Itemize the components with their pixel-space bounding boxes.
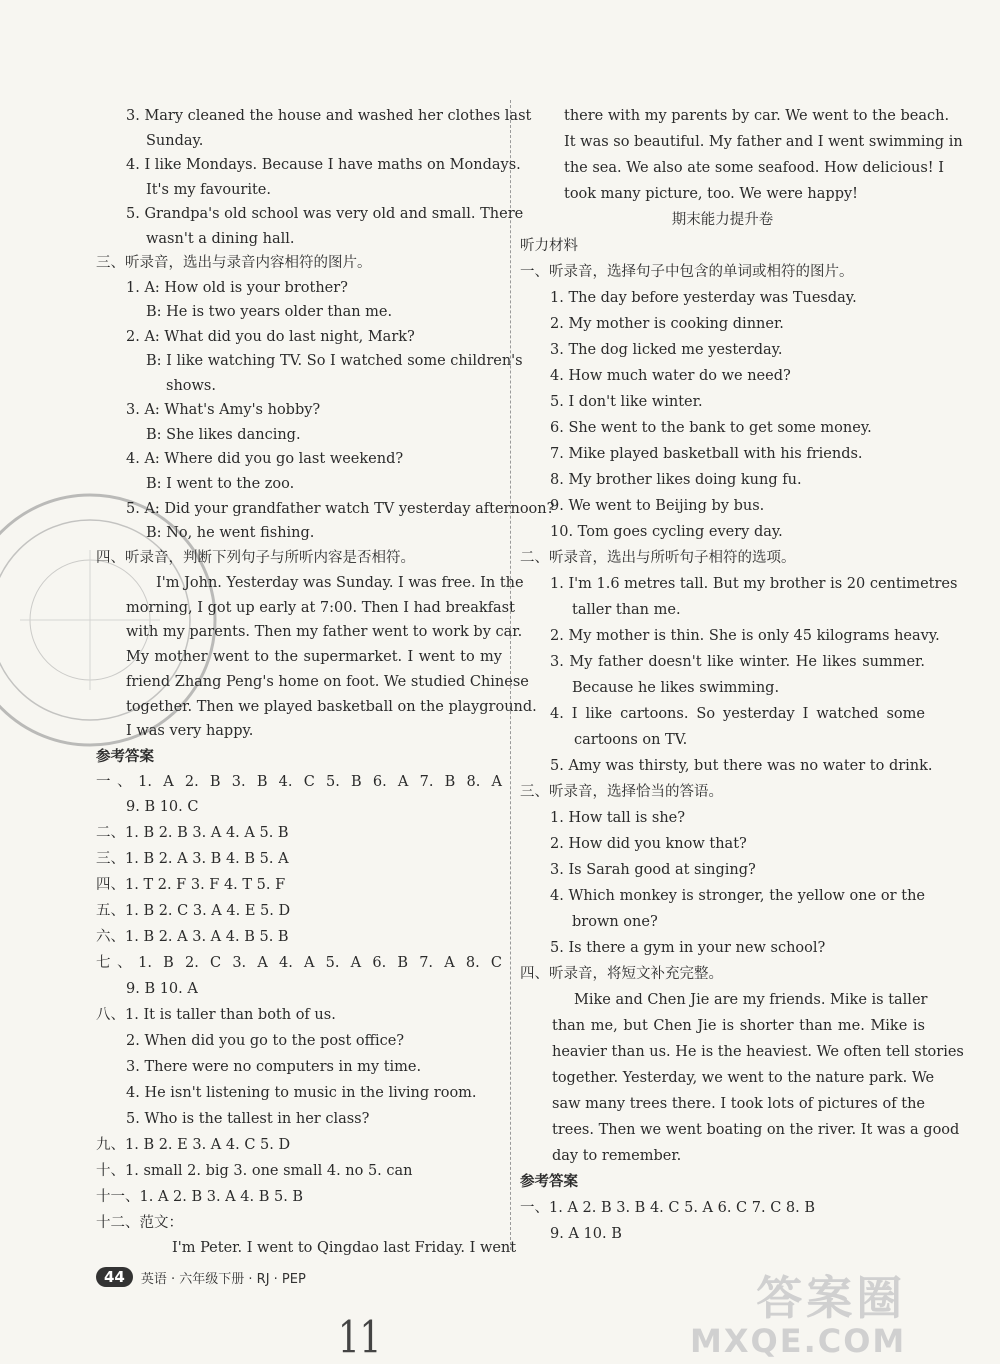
left-text-line: 4. I like Mondays. Because I have maths on Mondays.	[126, 157, 521, 173]
left-text-line: 十、1. small 2. big 3. one small 4. no 5. can	[96, 1163, 413, 1179]
left-text-line: B: He is two years older than me.	[146, 304, 393, 320]
left-text-line: 4. A: Where did you go last weekend?	[126, 451, 404, 467]
left-text-line: together. Then we played basketball on the playground.	[126, 699, 537, 715]
left-text-line: 二、1. B 2. B 3. A 4. A 5. B	[96, 825, 289, 841]
left-text-line: shows.	[166, 378, 216, 394]
left-text-line: B: I like watching TV. So I watched some children's	[146, 353, 523, 369]
right-text-line: 4. How much water do we need?	[550, 368, 791, 384]
left-text-line: 4. He isn't listening to music in the living room.	[126, 1085, 477, 1101]
left-text-line: 三、听录音，选出与录音内容相符的图片。	[96, 255, 372, 271]
right-text-line: 9. A 10. B	[550, 1226, 622, 1242]
left-text-line: 5. Grandpa's old school was very old and small. There	[126, 206, 524, 222]
right-text-line: saw many trees there. I took lots of pictures of the	[552, 1096, 925, 1112]
right-text-line: 1. How tall is she?	[550, 810, 686, 826]
right-text-line: 9. We went to Beijing by bus.	[550, 498, 765, 514]
right-text-line: taller than me.	[572, 602, 681, 618]
right-text-line: Because he likes swimming.	[572, 680, 780, 696]
right-text-line: 2. How did you know that?	[550, 836, 747, 852]
left-text-line: 十二、范文：	[96, 1215, 183, 1231]
left-text-line: 9. B 10. C	[126, 799, 199, 815]
left-text-line: 2. When did you go to the post office?	[126, 1033, 405, 1049]
right-text-line: 一、1. A 2. B 3. B 4. C 5. A 6. C 7. C 8. B	[520, 1200, 816, 1216]
right-text-line: 5. Amy was thirsty, but there was no water to drink.	[550, 758, 933, 774]
right-text-line: 四、听录音，将短文补充完整。	[520, 966, 723, 982]
left-text-line: 5. A: Did your grandfather watch TV yesterday afternoon?	[126, 501, 555, 517]
watermark-line1: 答案圈	[756, 1271, 907, 1325]
watermark-line2: MXQE.COM	[690, 1322, 907, 1360]
right-text-line: 6. She went to the bank to get some money.	[550, 420, 872, 436]
left-text-line: I was very happy.	[126, 723, 254, 739]
right-text-line: 期末能力提升卷	[671, 212, 774, 228]
right-text-line: heavier than us. He is the heaviest. We often tell stories	[552, 1044, 964, 1060]
left-text-line: My mother went to the supermarket. I went to my	[126, 649, 502, 665]
right-text-line: It was so beautiful. My father and I went swimming in	[564, 134, 963, 150]
left-text-line: 七、1. B 2. C 3. A 4. A 5. A 6. B 7. A 8. C	[96, 955, 502, 971]
left-text-line: 3. A: What's Amy's hobby?	[126, 402, 321, 418]
left-text-line: B: I went to the zoo.	[146, 476, 295, 492]
left-text-line: 五、1. B 2. C 3. A 4. E 5. D	[96, 903, 291, 919]
left-text-line: 三、1. B 2. A 3. B 4. B 5. A	[96, 851, 289, 867]
right-text-line: 1. I'm 1.6 metres tall. But my brother is 20 centimetres	[550, 576, 958, 592]
left-text-line: Sunday.	[146, 133, 204, 149]
left-text-line: 九、1. B 2. E 3. A 4. C 5. D	[96, 1137, 291, 1153]
left-text-line: B: No, he went fishing.	[146, 525, 315, 541]
right-text-line: 2. My mother is thin. She is only 45 kilograms heavy.	[550, 628, 940, 644]
right-text-line: 1. The day before yesterday was Tuesday.	[550, 290, 857, 306]
right-text-line: cartoons on TV.	[574, 732, 688, 748]
page-footer	[96, 1266, 306, 1288]
right-text-line: 7. Mike played basketball with his friends.	[550, 446, 863, 462]
left-text-line: wasn't a dining hall.	[146, 231, 295, 247]
right-text-line: 8. My brother likes doing kung fu.	[550, 472, 802, 488]
left-text-line: friend Zhang Peng's home on foot. We studied Chinese	[126, 674, 529, 690]
right-text-line: 4. Which monkey is stronger, the yellow one or the	[550, 888, 925, 904]
right-text-line: together. Yesterday, we went to the nature park. We	[552, 1070, 935, 1086]
right-text-line: took many picture, too. We were happy!	[564, 186, 858, 202]
left-text-line: 3. Mary cleaned the house and washed her clothes last	[126, 108, 532, 124]
left-text-line: 5. Who is the tallest in her class?	[126, 1111, 370, 1127]
left-text-line: It's my favourite.	[146, 182, 271, 198]
right-text-line: 5. I don't like winter.	[550, 394, 703, 410]
left-text-line: with my parents. Then my father went to work by car.	[126, 624, 523, 640]
handwritten-mark: 11	[338, 1312, 382, 1364]
left-text-line: I'm Peter. I went to Qingdao last Friday. I went	[172, 1240, 517, 1256]
right-text-line: 3. My father doesn't like winter. He likes summer.	[550, 654, 925, 670]
right-text-line: 2. My mother is cooking dinner.	[550, 316, 784, 332]
left-text-line: 参考答案	[96, 748, 154, 765]
right-text-line: 一、听录音，选择句子中包含的单词或相符的图片。	[520, 264, 854, 280]
footer-book-info: 英语 · 六年级下册 · RJ · PEP	[140, 1271, 306, 1287]
right-text-line: day to remember.	[552, 1148, 682, 1164]
site-watermark	[690, 1262, 906, 1360]
page-number: 44	[96, 1267, 133, 1287]
left-text-line: 四、听录音，判断下列句子与所听内容是否相符。	[96, 550, 415, 566]
left-text-line: I'm John. Yesterday was Sunday. I was free. In the	[156, 575, 524, 591]
left-text-line: 9. B 10. A	[126, 981, 198, 997]
right-text-line: than me, but Chen Jie is shorter than me. Mike is	[552, 1018, 925, 1034]
right-text-line: 听力材料	[520, 238, 578, 254]
right-text-line: 5. Is there a gym in your new school?	[550, 940, 826, 956]
right-text-line: 3. The dog licked me yesterday.	[550, 342, 783, 358]
right-text-line: there with my parents by car. We went to the beach.	[564, 108, 950, 124]
left-text-line: 十一、1. A 2. B 3. A 4. B 5. B	[96, 1189, 304, 1205]
right-text-line: 参考答案	[520, 1173, 578, 1190]
right-text-line: 10. Tom goes cycling every day.	[550, 524, 783, 540]
left-text-line: 一、1. A 2. B 3. B 4. C 5. B 6. A 7. B 8. A	[96, 774, 502, 790]
right-text-line: 4. I like cartoons. So yesterday I watched some	[550, 706, 925, 722]
left-text-line: B: She likes dancing.	[146, 427, 301, 443]
left-text-line: morning, I got up early at 7:00. Then I had breakfast	[126, 600, 515, 616]
left-text-line: 1. A: How old is your brother?	[126, 280, 348, 296]
right-text-line: Mike and Chen Jie are my friends. Mike is taller	[574, 992, 928, 1008]
right-text-line: trees. Then we went boating on the river. It was a good	[552, 1122, 960, 1138]
right-text-line: brown one?	[572, 914, 658, 930]
right-text-line: 3. Is Sarah good at singing?	[550, 862, 756, 878]
right-text-line: 二、听录音，选出与所听句子相符的选项。	[520, 550, 796, 566]
right-text-line: 三、听录音，选择恰当的答语。	[520, 784, 723, 800]
left-text-line: 3. There were no computers in my time.	[126, 1059, 422, 1075]
left-text-line: 八、1. It is taller than both of us.	[96, 1007, 336, 1023]
left-text-line: 2. A: What did you do last night, Mark?	[126, 329, 415, 345]
left-text-line: 六、1. B 2. A 3. A 4. B 5. B	[96, 929, 289, 945]
right-text-line: the sea. We also ate some seafood. How delicious! I	[564, 160, 944, 176]
left-text-line: 四、1. T 2. F 3. F 4. T 5. F	[96, 877, 286, 893]
